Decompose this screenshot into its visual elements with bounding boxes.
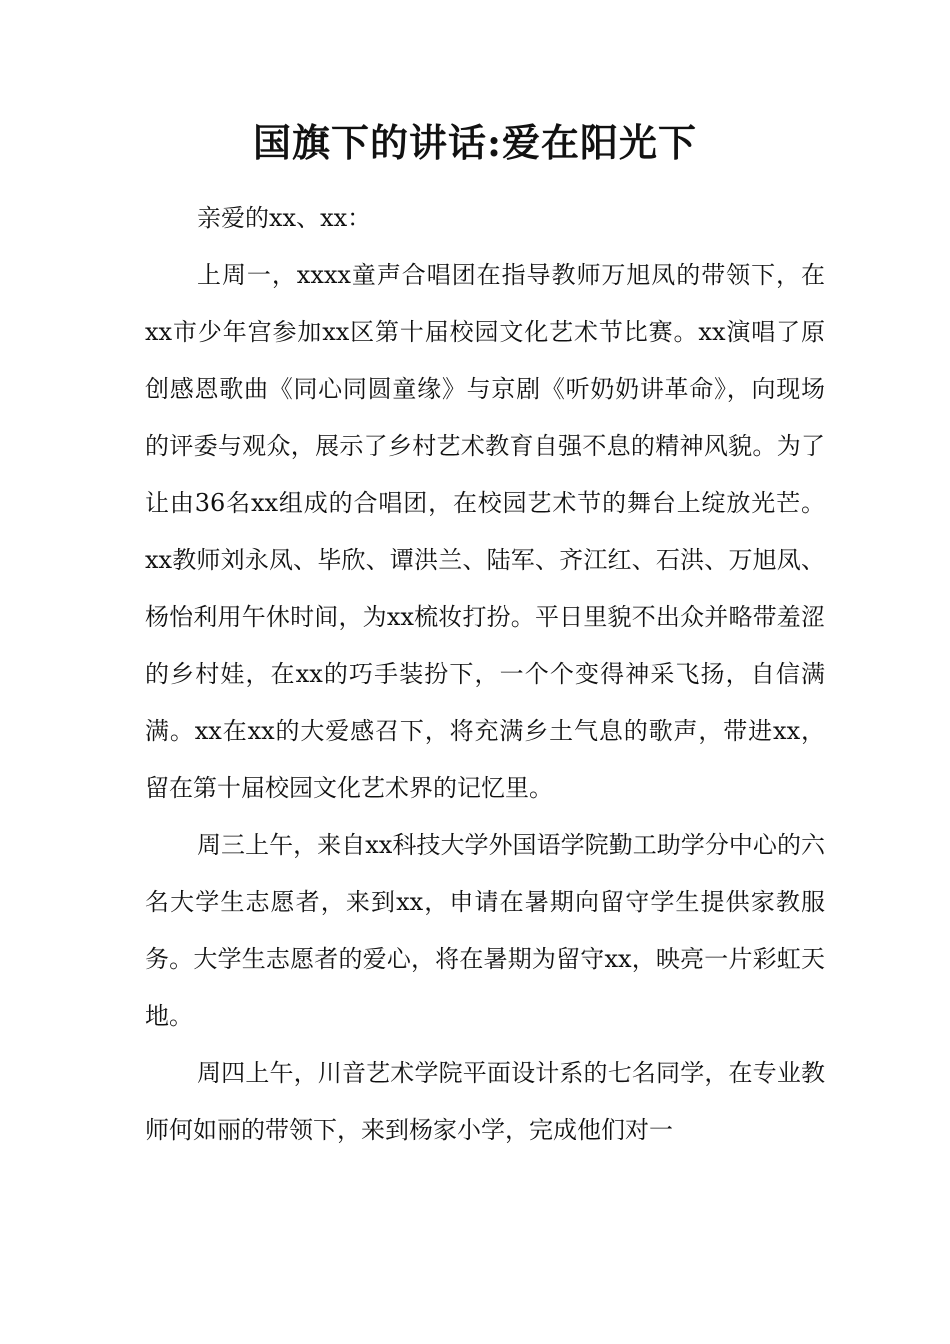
paragraph-2: 周三上午，来自xx科技大学外国语学院勤工助学分中心的六名大学生志愿者，来到xx，申请在暑期向留守学生提供家教服务。大学生志愿者的爱心，将在暑期为留守xx，映亮一片彩虹天地。 bbox=[145, 831, 825, 1030]
paragraph-1: 上周一，xxxx童声合唱团在指导教师万旭凤的带领下，在xx市少年宫参加xx区第十届校园文化艺术节比赛。xx演唱了原创感恩歌曲《同心同圆童缘》与京剧《听奶奶讲革命》，向现场的评委与观众，展示了乡村艺术教育自强不息的精神风貌。为了让由36名xx组成的合唱团，在校园艺术节的舞台上绽放光芒。xx教师刘永凤、毕欣、谭洪兰、陆军、齐江红、石洪、万旭凤、杨怡利用午休时间，为xx梳妆打扮。平日里貌不出众并略带羞涩的乡村娃，在xx的巧手装扮下，一个个变得神采飞扬，自信满满。xx在xx的大爱感召下，将充满乡土气息的歌声，带进xx，留在第十届校园文化艺术界的记忆里。 bbox=[145, 261, 825, 802]
document-title: 国旗下的讲话:爱在阳光下 bbox=[252, 120, 698, 165]
document-body bbox=[145, 190, 825, 1159]
paragraph-3: 周四上午，川音艺术学院平面设计系的七名同学，在专业教师何如丽的带领下，来到杨家小学，完成他们对一 bbox=[145, 1059, 825, 1144]
salutation: 亲爱的xx、xx： bbox=[197, 204, 372, 232]
